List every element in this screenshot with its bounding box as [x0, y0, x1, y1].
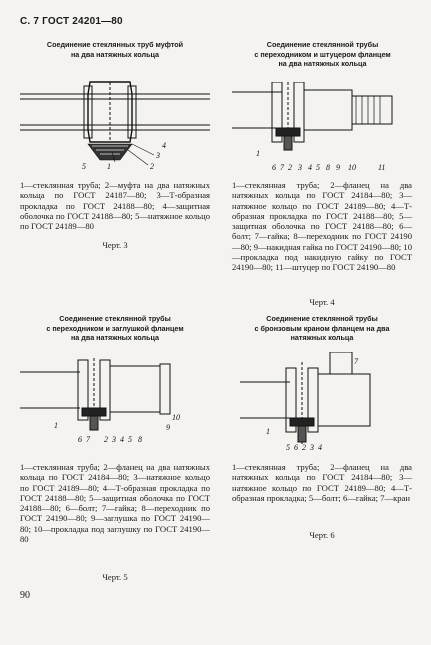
figure-5-drawing [20, 356, 210, 446]
callout-5: 5 [316, 163, 320, 172]
figure-6-callouts [266, 357, 359, 452]
callout-2: 2 [150, 162, 154, 171]
callout-3: 3 [298, 163, 302, 172]
callout-4: 4 [120, 435, 124, 444]
section-2-title-line-1: Соединение стеклянной трубы [266, 40, 379, 49]
figure-6-label: Черт. 6 [309, 530, 335, 540]
callout-3: 3 [112, 435, 116, 444]
section-3-title [20, 314, 210, 343]
callout-4: 4 [318, 443, 322, 452]
section-3-title-line-2: с переходником и заглушкой фланцем [46, 323, 184, 333]
callout-9: 9 [336, 163, 340, 172]
page-number: 90 [20, 590, 30, 601]
figure-5-caption: 1—стеклянная труба; 2—фланец на два натяжных кольца по ГОСТ 24184—80; 3—натяжное кольцо по ГОСТ 24189—80; 4—Т-образная прокладка по ГОСТ 24188—80; 5—защитная оболочка по ГОСТ 24188—80; 6—болт; 7—гайка; 8—переходник по ГОСТ 24190—80; 9—заглушка по ГОСТ 24190—80; 10—прокладка под заглушку по ГОСТ 24190—80 [20, 462, 210, 545]
callout-6: 6 [78, 435, 82, 444]
callout-5: 5 [82, 162, 86, 171]
callout-6: 6 [272, 163, 276, 172]
section-2-title [230, 40, 415, 69]
callout-7: 7 [354, 357, 358, 366]
callout-8: 8 [138, 435, 142, 444]
callout-11: 11 [378, 163, 386, 172]
section-4-title-line-3: натяжных кольца [290, 333, 354, 342]
callout-8: 8 [326, 163, 330, 172]
callout-1: 1 [54, 421, 58, 430]
callout-10: 10 [172, 413, 180, 422]
figure-5-callouts [54, 413, 180, 444]
figure-6-caption: 1—стеклянная труба; 2—фланец на два натяжных кольца по ГОСТ 24184—80; 3—натяжное кольцо по ГОСТ 24189—80; 4—Т-образная прокладка; 5—болт; 6—гайка; 7—кран [232, 462, 412, 503]
callout-2: 2 [104, 435, 108, 444]
figure-3-caption: 1—стеклянная труба; 2—муфта на два натяжных кольца по ГОСТ 24187—80; 3—Т-образная прокладка по ГОСТ 24188—80; 4—защитная оболочка по ГОСТ 24188—80; 5—натяжное кольцо по ГОСТ 24189—80 [20, 180, 210, 232]
figure-4-drawing [232, 82, 412, 174]
section-1-title-line-2: на два натяжных кольца [70, 49, 160, 59]
section-3-title-line-3: на два натяжных кольца [70, 333, 160, 342]
section-2-title-line-2: с переходником и штуцером фланцем [254, 49, 391, 59]
figure-4-caption: 1—стеклянная труба; 2—фланец на два натяжных кольца по ГОСТ 24184—80; 3—натяжное кольцо по ГОСТ 24189—80; 4—Т-образная прокладка по ГОСТ 24188—80; 5—защитная оболочка по ГОСТ 24188—80; 6—болт; 7—гайка; 8—переходник по ГОСТ 24190—80; 9—накидная гайка по ГОСТ 24190—80; 10—прокладка под накидную гайку по ГОСТ 24190—80; 11—штуцер по ГОСТ 24190—80 [232, 180, 412, 273]
figure-3-label: Черт. 3 [102, 240, 128, 250]
callout-10: 10 [348, 163, 356, 172]
callout-4: 4 [308, 163, 312, 172]
callout-1: 1 [107, 162, 111, 171]
page-header: С. 7 ГОСТ 24201—80 [20, 16, 123, 27]
section-1-title [20, 40, 210, 59]
callout-9: 9 [166, 423, 170, 432]
figure-6-drawing [240, 352, 410, 452]
callout-7: 7 [280, 163, 284, 172]
callout-1: 1 [266, 427, 270, 436]
figure-5-label: Черт. 5 [102, 572, 128, 582]
figure-3-drawing [20, 72, 210, 172]
callout-5: 5 [286, 443, 290, 452]
section-4-title-line-2: с бронзовым краном фланцем на два [254, 323, 390, 333]
callout-3: 3 [156, 151, 160, 160]
callout-6: 6 [294, 443, 298, 452]
callout-7: 7 [86, 435, 90, 444]
callout-4: 4 [162, 141, 166, 150]
section-2-title-line-3: на два натяжных кольца [278, 59, 367, 68]
callout-2: 2 [302, 443, 306, 452]
figure-4-callouts [256, 149, 385, 172]
section-4-title-line-1: Соединение стеклянной трубы [266, 314, 378, 323]
figure-4-label: Черт. 4 [309, 297, 335, 307]
section-3-title-line-1: Соединение стеклянной трубы [59, 314, 171, 323]
callout-2: 2 [288, 163, 292, 172]
callout-3: 3 [310, 443, 314, 452]
callout-5: 5 [128, 435, 132, 444]
section-1-title-line-1: Соединение стеклянных труб муфтой [46, 40, 184, 49]
section-4-title [232, 314, 412, 343]
callout-1: 1 [256, 149, 260, 158]
